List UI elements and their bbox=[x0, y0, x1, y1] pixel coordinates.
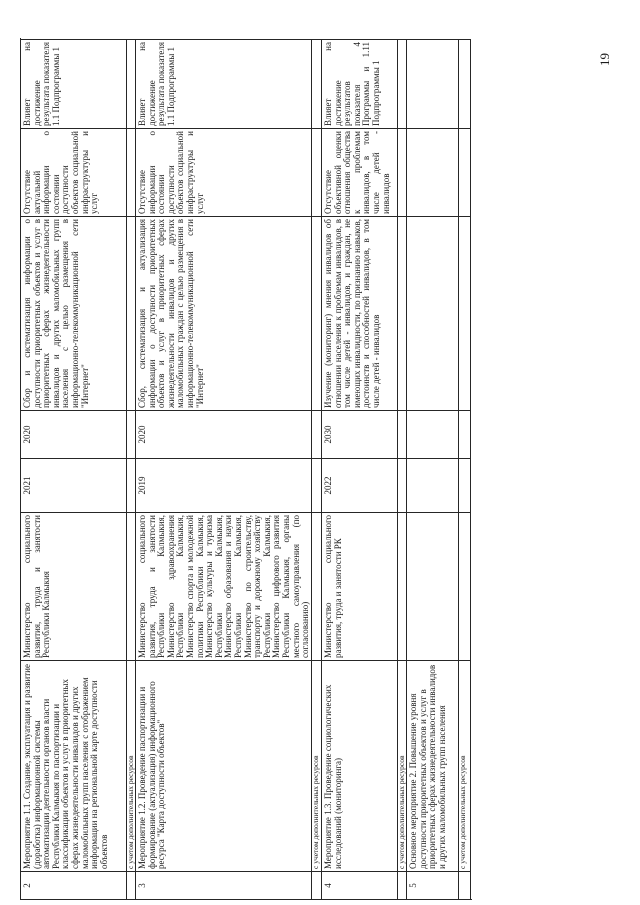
empty-cell bbox=[459, 216, 471, 410]
empty-cell bbox=[459, 512, 471, 660]
empty-cell bbox=[398, 871, 407, 899]
expected-result: Изучение (мониторинг) мнения инвалидов об отношении населения к проблемам инвалидов, в том числе детей - инвалидов, и граждан, не имеющих инвалидности, по признанию навыков, достоинств и способностей инвалидов, в том числе детей - инвалидов bbox=[322, 216, 398, 410]
responsible-executor: Министерство социального развития, труда и занятости Республики Калмыкия bbox=[21, 512, 127, 660]
event-name: Мероприятие 1.1. Создание, эксплуатация и развитие (доработка) информационной системы автоматизации деятельности органов власти Республики Калмыкия по паспортизации и классификации объектов и услуг в приоритетных сферах жизнедеятельности инвалидов и других маломобильных групп населения с отображением информации на региональной карте доступности объектов bbox=[21, 660, 127, 871]
empty-cell bbox=[398, 216, 407, 410]
end-year: 2020 bbox=[21, 410, 127, 458]
responsible-executor: Министерство социального развития, труда и занятости РК bbox=[322, 512, 398, 660]
row-number: 5 bbox=[407, 871, 459, 899]
main-event-name: Основное мероприятие 2. Повышение уровня доступности приоритетных объектов и услуг в приоритетных сферах жизнедеятельности инвалидов и других маломобильных групп населения bbox=[407, 660, 459, 871]
empty-cell bbox=[407, 410, 459, 458]
end-year: 2030 bbox=[322, 410, 398, 458]
row-number: 4 bbox=[322, 871, 398, 899]
empty-cell bbox=[407, 39, 459, 128]
responsible-executor: Министерство социального развития, труда и занятости Республики Калмыкия, Министерство здравоохранения Республики Калмыкия, Министерство спорта и молодежной политики Республики Калмыкия, Министерство культуры и туризма Республики Калмыкия, Министерство образования и науки Республики Калмыкия, Министерство по строительству, транспорту и дорожному хозяйству Республики Калмыкия, Министерство цифрового развития Республики Калмыкия, органы местного самоуправления (по согласованию) bbox=[136, 512, 312, 660]
empty-cell bbox=[398, 128, 407, 216]
empty-cell bbox=[398, 512, 407, 660]
indicator-link: Влияет на достижение результата показателя 1.1 Подпрограммы 1 bbox=[21, 39, 127, 128]
row-number: 3 bbox=[136, 871, 312, 899]
start-year: 2019 bbox=[136, 458, 312, 512]
empty-cell bbox=[459, 410, 471, 458]
empty-cell bbox=[312, 216, 322, 410]
additional-resources-label: с учетом дополнительных ресурсов bbox=[459, 660, 471, 871]
row-number: 2 bbox=[21, 871, 127, 899]
empty-cell bbox=[312, 410, 322, 458]
empty-cell bbox=[127, 216, 136, 410]
indicator-link: Влияет на достижение результата показателя 1.1 Подпрограммы 1 bbox=[136, 39, 312, 128]
event-name: Мероприятие 1.3. Проведение социологических исследований (мониторинга) bbox=[322, 660, 398, 871]
non-implementation-consequences: Отсутствие объективной оценки отношения общества к проблемам инвалидов, в том числе детей - инвалидов bbox=[322, 128, 398, 216]
empty-cell bbox=[127, 128, 136, 216]
start-year: 2021 bbox=[21, 458, 127, 512]
empty-cell bbox=[312, 512, 322, 660]
empty-cell bbox=[407, 128, 459, 216]
empty-cell bbox=[459, 128, 471, 216]
empty-cell bbox=[127, 458, 136, 512]
empty-cell bbox=[312, 39, 322, 128]
additional-resources-label: с учетом дополнительных ресурсов bbox=[398, 660, 407, 871]
non-implementation-consequences: Отсутствие актуальной информации о состоянии доступности объектов социальной инфраструктуры и услуг bbox=[21, 128, 127, 216]
empty-cell bbox=[312, 458, 322, 512]
empty-cell bbox=[312, 128, 322, 216]
additional-resources-label: с учетом дополнительных ресурсов bbox=[127, 660, 136, 871]
empty-cell bbox=[459, 39, 471, 128]
empty-cell bbox=[127, 871, 136, 899]
non-implementation-consequences: Отсутствие информации о состоянии доступности объектов социальной инфраструктуры и услуг bbox=[136, 128, 312, 216]
empty-cell bbox=[407, 458, 459, 512]
expected-result: Сбор, систематизация и актуализация информации о доступности приоритетных объектов и услуг в приоритетных сферах жизнедеятельности инвалидов и других маломобильных граждан с целью размещения в информационно-телекоммуникационной сети "Интернет" bbox=[136, 216, 312, 410]
empty-cell bbox=[127, 410, 136, 458]
indicator-link: Влияет на достижение результатов показателя 4 Программы и 1.11 Подпрограммы 1 bbox=[322, 39, 398, 128]
empty-cell bbox=[407, 512, 459, 660]
empty-cell bbox=[398, 410, 407, 458]
end-year: 2020 bbox=[136, 410, 312, 458]
start-year: 2022 bbox=[322, 458, 398, 512]
empty-cell bbox=[127, 512, 136, 660]
event-name: Мероприятие 1.2. Проведение паспортизации и формирование (актуализация) информационного ресурса "Карта доступности объектов" bbox=[136, 660, 312, 871]
empty-cell bbox=[459, 458, 471, 512]
empty-cell bbox=[407, 216, 459, 410]
empty-cell bbox=[312, 871, 322, 899]
expected-result: Сбор и систематизация информации о доступности приоритетных объектов и услуг в приоритетных сферах жизнедеятельности инвалидов и других маломобильных групп населения с целью размещения в информационно-телекоммуникационной сети "Интернет" bbox=[21, 216, 127, 410]
page-number: 19 bbox=[597, 53, 612, 66]
activities-table bbox=[20, 38, 472, 900]
empty-cell bbox=[398, 39, 407, 128]
empty-cell bbox=[459, 871, 471, 899]
empty-cell bbox=[398, 458, 407, 512]
empty-cell bbox=[127, 39, 136, 128]
additional-resources-label: с учетом дополнительных ресурсов bbox=[312, 660, 322, 871]
